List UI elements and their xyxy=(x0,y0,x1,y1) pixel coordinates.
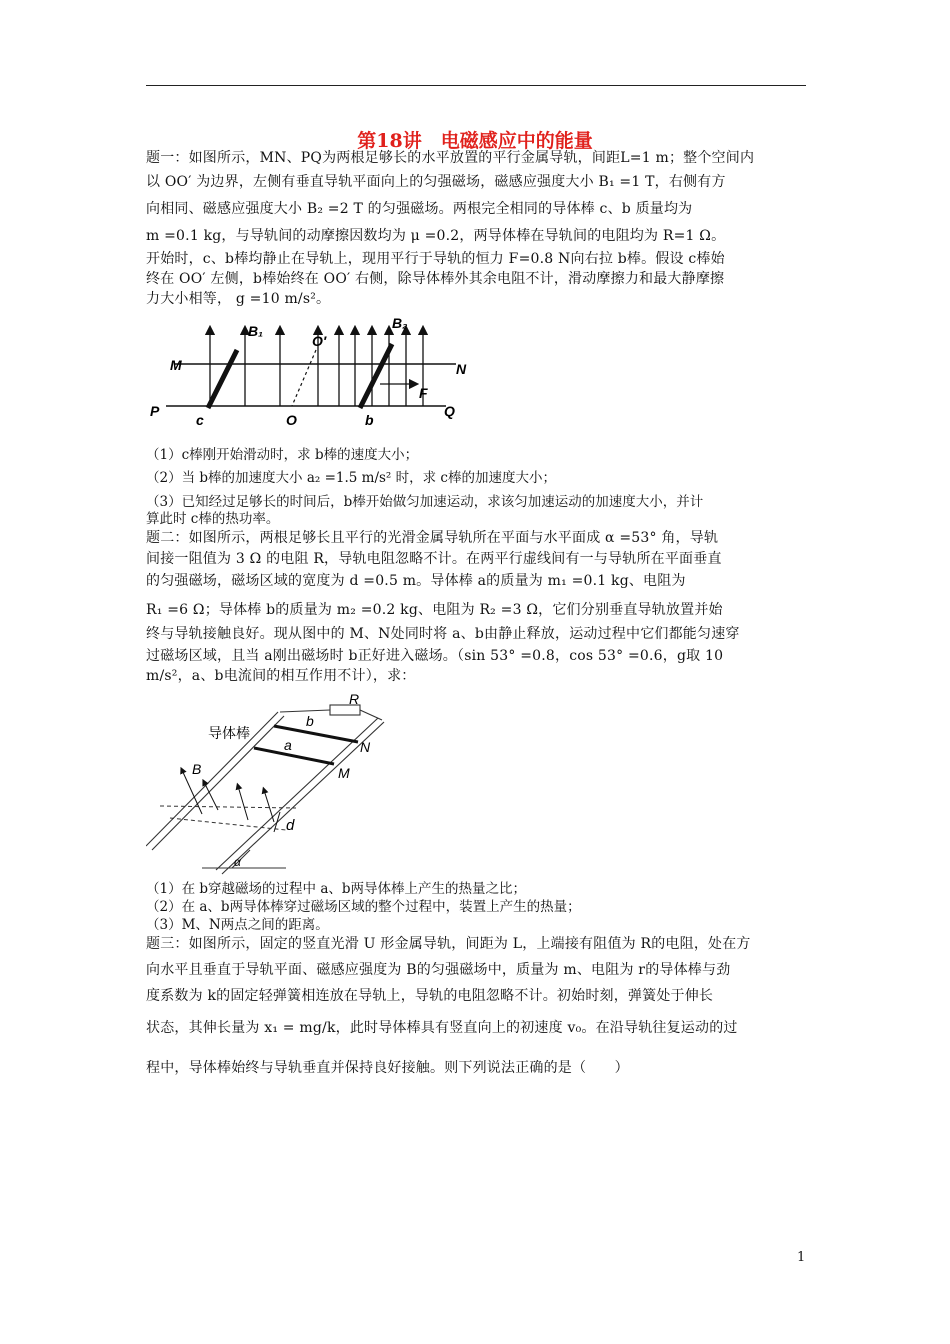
wire-right xyxy=(360,710,382,720)
label-b: b xyxy=(306,713,314,729)
problem1-line: 力大小相等， g =10 m/s²。 xyxy=(146,291,331,307)
bar-a xyxy=(254,748,334,764)
label-a: a xyxy=(284,737,292,753)
problem1-line: 以 OO′ 为边界，左侧有垂直导轨平面向上的匀强磁场，磁感应强度大小 B₁ =1 T，右侧有方 xyxy=(146,174,726,190)
wire-left xyxy=(280,710,330,712)
problem1-line: 终在 OO′ 左侧，b棒始终在 OO′ 右侧，除导体棒外其余电阻不计，滑动摩擦力和最大静摩擦 xyxy=(146,271,725,287)
label-b: b xyxy=(365,412,374,428)
field-boundary-bottom xyxy=(170,818,286,830)
problem2-figure xyxy=(146,690,426,876)
label-p: P xyxy=(150,403,160,419)
bar-b xyxy=(360,344,392,408)
page-number: 1 xyxy=(797,1250,806,1265)
problem2-line: R₁ =6 Ω；导体棒 b的质量为 m₂ =0.2 kg、电阻为 R₂ =3 Ω，它们分别垂直导轨放置并始 xyxy=(146,602,723,618)
label-b2: B₂ xyxy=(392,315,408,331)
question: （2）当 b棒的加速度大小 a₂ =1.5 m/s² 时，求 c棒的加速度大小； xyxy=(146,470,556,486)
label-n: N xyxy=(456,361,467,377)
label-r: R xyxy=(349,691,360,707)
label-b1: B₁ xyxy=(248,323,264,339)
label-f: F xyxy=(419,385,428,401)
field-boundary-top xyxy=(160,806,296,808)
boundary-oo xyxy=(292,350,316,406)
problem3-line: 状态，其伸长量为 x₁ = mg/k，此时导体棒具有竖直向上的初速度 v₀。在沿导轨往复运动的过 xyxy=(146,1020,738,1036)
label-o-prime: O′ xyxy=(312,333,327,349)
problem1-figure xyxy=(146,312,486,434)
problem3-line: 题三：如图所示，固定的竖直光滑 U 形金属导轨，间距为 L，上端接有阻值为 R的电阻，处在方 xyxy=(146,936,751,952)
question: （2）在 a、b两导体棒穿过磁场区域的整个过程中，装置上产生的热量； xyxy=(146,899,581,915)
question: （1）在 b穿越磁场的过程中 a、b两导体棒上产生的热量之比； xyxy=(146,881,527,897)
problem2-line: 的匀强磁场，磁场区域的宽度为 d =0.5 m。导体棒 a的质量为 m₁ =0.1 kg、电阻为 xyxy=(146,573,686,589)
page-title: 第18讲 电磁感应中的能量 xyxy=(357,130,593,152)
label-m: M xyxy=(170,357,182,373)
question: （1）c棒刚开始滑动时，求 b棒的速度大小； xyxy=(146,447,419,463)
question: （3）M、N两点之间的距离。 xyxy=(146,917,329,933)
label-q: Q xyxy=(444,403,455,419)
problem2-line: 终与导轨接触良好。现从图中的 M、N处同时将 a、b由静止释放，运动过程中它们都能匀速穿 xyxy=(146,626,740,642)
label-o: O xyxy=(286,412,297,428)
bar-c xyxy=(208,350,237,408)
problem1-line: 题一：如图所示，MN、PQ为两根足够长的水平放置的平行金属导轨，间距L=1 m；整个空间内 xyxy=(146,150,755,166)
label-field-b: B xyxy=(192,761,202,777)
label-conductor: 导体棒 xyxy=(208,725,250,741)
problem3-line: 度系数为 k的固定轻弹簧相连放在导轨上，导轨的电阻忽略不计。初始时刻，弹簧处于伸长 xyxy=(146,988,714,1004)
problem1-line: 向相同、磁感应强度大小 B₂ =2 T 的匀强磁场。两根完全相同的导体棒 c、b 质量均为 xyxy=(146,201,693,217)
problem1-line: 开始时，c、b棒均静止在导轨上，现用平行于导轨的恒力 F=0.8 N向右拉 b棒。假设 c棒始 xyxy=(146,251,725,267)
label-c: c xyxy=(196,412,204,428)
label-d: d xyxy=(286,817,295,834)
problem3-line: 向水平且垂直于导轨平面、磁感应强度为 B的匀强磁场中，质量为 m、电阻为 r的导体棒与劲 xyxy=(146,962,731,978)
problem2-line: 题二：如图所示，两根足够长且平行的光滑金属导轨所在平面与水平面成 α =53° 角，导轨 xyxy=(146,530,719,546)
question: 算此时 c棒的热功率。 xyxy=(146,511,280,527)
header-rule xyxy=(146,85,806,86)
label-alpha: α xyxy=(234,855,241,869)
problem1-line: m =0.1 kg，与导轨间的动摩擦因数均为 μ =0.2，两导体棒在导轨间的电阻均为 R=1 Ω。 xyxy=(146,228,726,244)
label-m: M xyxy=(338,765,350,781)
question: （3）已知经过足够长的时间后，b棒开始做匀加速运动，求该匀加速运动的加速度大小，并计 xyxy=(146,494,704,510)
problem2-line: m/s²，a、b电流间的相互作用不计），求： xyxy=(146,668,416,684)
label-n: N xyxy=(360,739,371,755)
problem3-line: 程中，导体棒始终与导轨垂直并保持良好接触。则下列说法正确的是（ ） xyxy=(146,1060,629,1076)
problem2-line: 间接一阻值为 3 Ω 的电阻 R，导轨电阻忽略不计。在两平行虚线间有一与导轨所在平面垂直 xyxy=(146,551,722,567)
problem2-line: 过磁场区域，且当 a刚出磁场时 b正好进入磁场。（sin 53° =0.8，cos 53° =0.6，g取 10 xyxy=(146,648,724,664)
